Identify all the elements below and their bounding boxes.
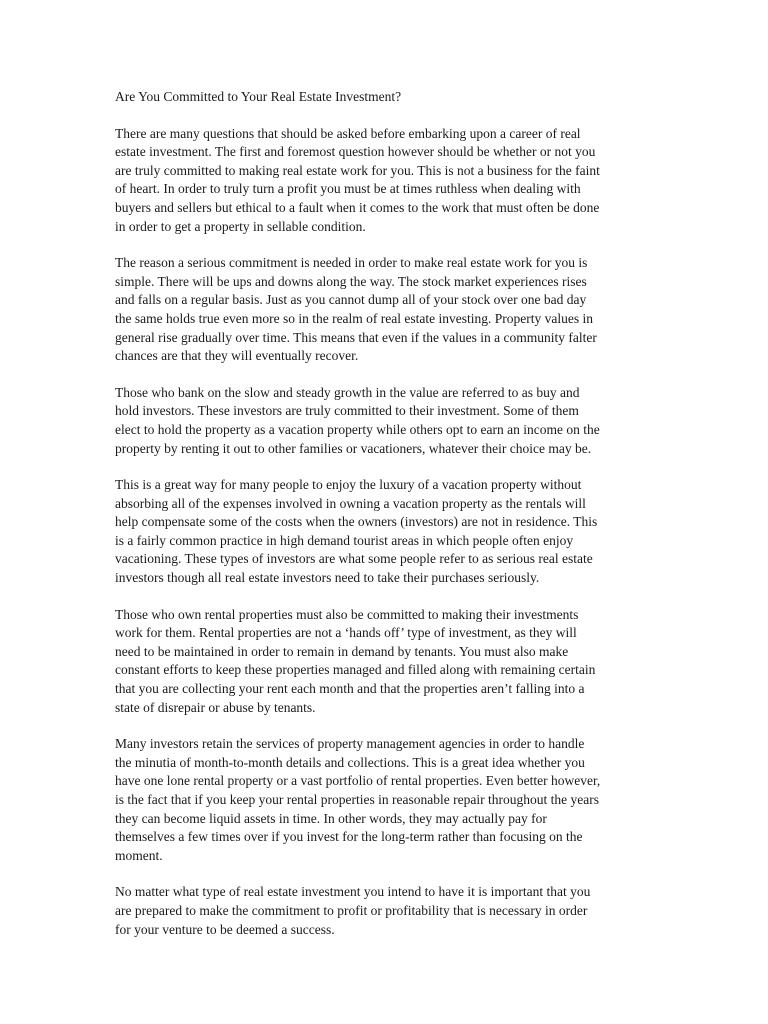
paragraph-5 [115, 606, 685, 718]
document-body [115, 125, 685, 940]
text-line: is the fact that if you keep your rental properties in reasonable repair throughout the years [115, 792, 599, 807]
text-line: The reason a serious commitment is needed in order to make real estate work for you is [115, 255, 588, 271]
text-line: are prepared to make the commitment to profit or profitability that is necessary in order [115, 902, 588, 918]
paragraph-3 [115, 384, 685, 458]
text-line: buyers and sellers but ethical to a fault when it comes to the work that must often be done [115, 199, 600, 215]
text-line: need to be maintained in order to remain in demand by tenants. You must also make [115, 643, 569, 659]
text-line: Those who bank on the slow and steady growth in the value are referred to as buy and [115, 384, 580, 400]
text-line: is a fairly common practice in high demand tourist areas in which people often enjoy [115, 532, 574, 548]
text-line: the same holds true even more so in the realm of real estate investing. Property values in [115, 310, 593, 326]
text-line: chances are that they will eventually recover. [115, 348, 359, 364]
text-line: help compensate some of the costs when the owners (investors) are not in residence. This [115, 514, 598, 530]
text-line: hold investors. These investors are truly committed to their investment. Some of them [115, 403, 579, 419]
text-line: absorbing all of the expenses involved in owning a vacation property as the rentals will [115, 495, 586, 511]
paragraph-6 [115, 735, 685, 865]
text-line: Many investors retain the services of property management agencies in order to handle [115, 736, 585, 752]
text-line: This is a great way for many people to enjoy the luxury of a vacation property without [115, 477, 582, 493]
text-line: themselves a few times over if you invest for the long-term rather than focusing on the [115, 829, 583, 845]
paragraph-2 [115, 254, 685, 366]
text-line: in order to get a property in sellable condition. [115, 218, 366, 234]
paragraph-7 [115, 883, 685, 939]
text-line: that you are collecting your rent each month and that the properties aren’t falling into a [115, 681, 585, 697]
text-line: estate investment. The first and foremost question however should be whether or not you [115, 144, 596, 160]
text-line: simple. There will be ups and downs along the way. The stock market experiences rises [115, 273, 587, 289]
document-title: Are You Committed to Your Real Estate Investment? [115, 89, 402, 104]
text-line: work for them. Rental properties are not a ‘hands off’ type of investment, as they will [115, 625, 577, 641]
text-line: they can become liquid assets in time. In other words, they may actually pay for [115, 810, 547, 826]
text-line: the minutia of month-to-month details and collections. This is a great idea whether you [115, 754, 585, 770]
text-line: state of disrepair or abuse by tenants. [115, 699, 316, 715]
text-line: for your venture to be deemed a success. [115, 921, 335, 937]
text-line: investors though all real estate investors need to take their purchases seriously. [115, 570, 540, 586]
text-line: of heart. In order to truly turn a profit you must be at times ruthless when dealing with [115, 181, 581, 197]
text-line: elect to hold the property as a vacation property while others opt to earn an income on the [115, 421, 600, 437]
text-line: There are many questions that should be asked before embarking upon a career of real [115, 125, 581, 141]
text-line: property by renting it out to other families or vacationers, whatever their choice may be. [115, 440, 592, 456]
paragraph-1 [115, 125, 685, 237]
text-line: and falls on a regular basis. Just as you cannot dump all of your stock over one bad day [115, 292, 587, 308]
text-line: vacationing. These types of investors are what some people refer to as serious real estate [115, 551, 593, 567]
document-page [115, 88, 685, 957]
text-line: general rise gradually over time. This means that even if the values in a community falter [115, 329, 597, 345]
text-line: Those who own rental properties must also be committed to making their investments [115, 606, 579, 622]
text-line: are truly committed to making real estate work for you. This is not a business for the faint [115, 162, 600, 178]
text-line: No matter what type of real estate investment you intend to have it is important that you [115, 884, 591, 900]
paragraph-4 [115, 476, 685, 588]
text-line: constant efforts to keep these properties managed and filled along with remaining certain [115, 662, 596, 678]
text-line: moment. [115, 847, 163, 863]
text-line: have one lone rental property or a vast portfolio of rental properties. Even better however, [115, 773, 601, 789]
